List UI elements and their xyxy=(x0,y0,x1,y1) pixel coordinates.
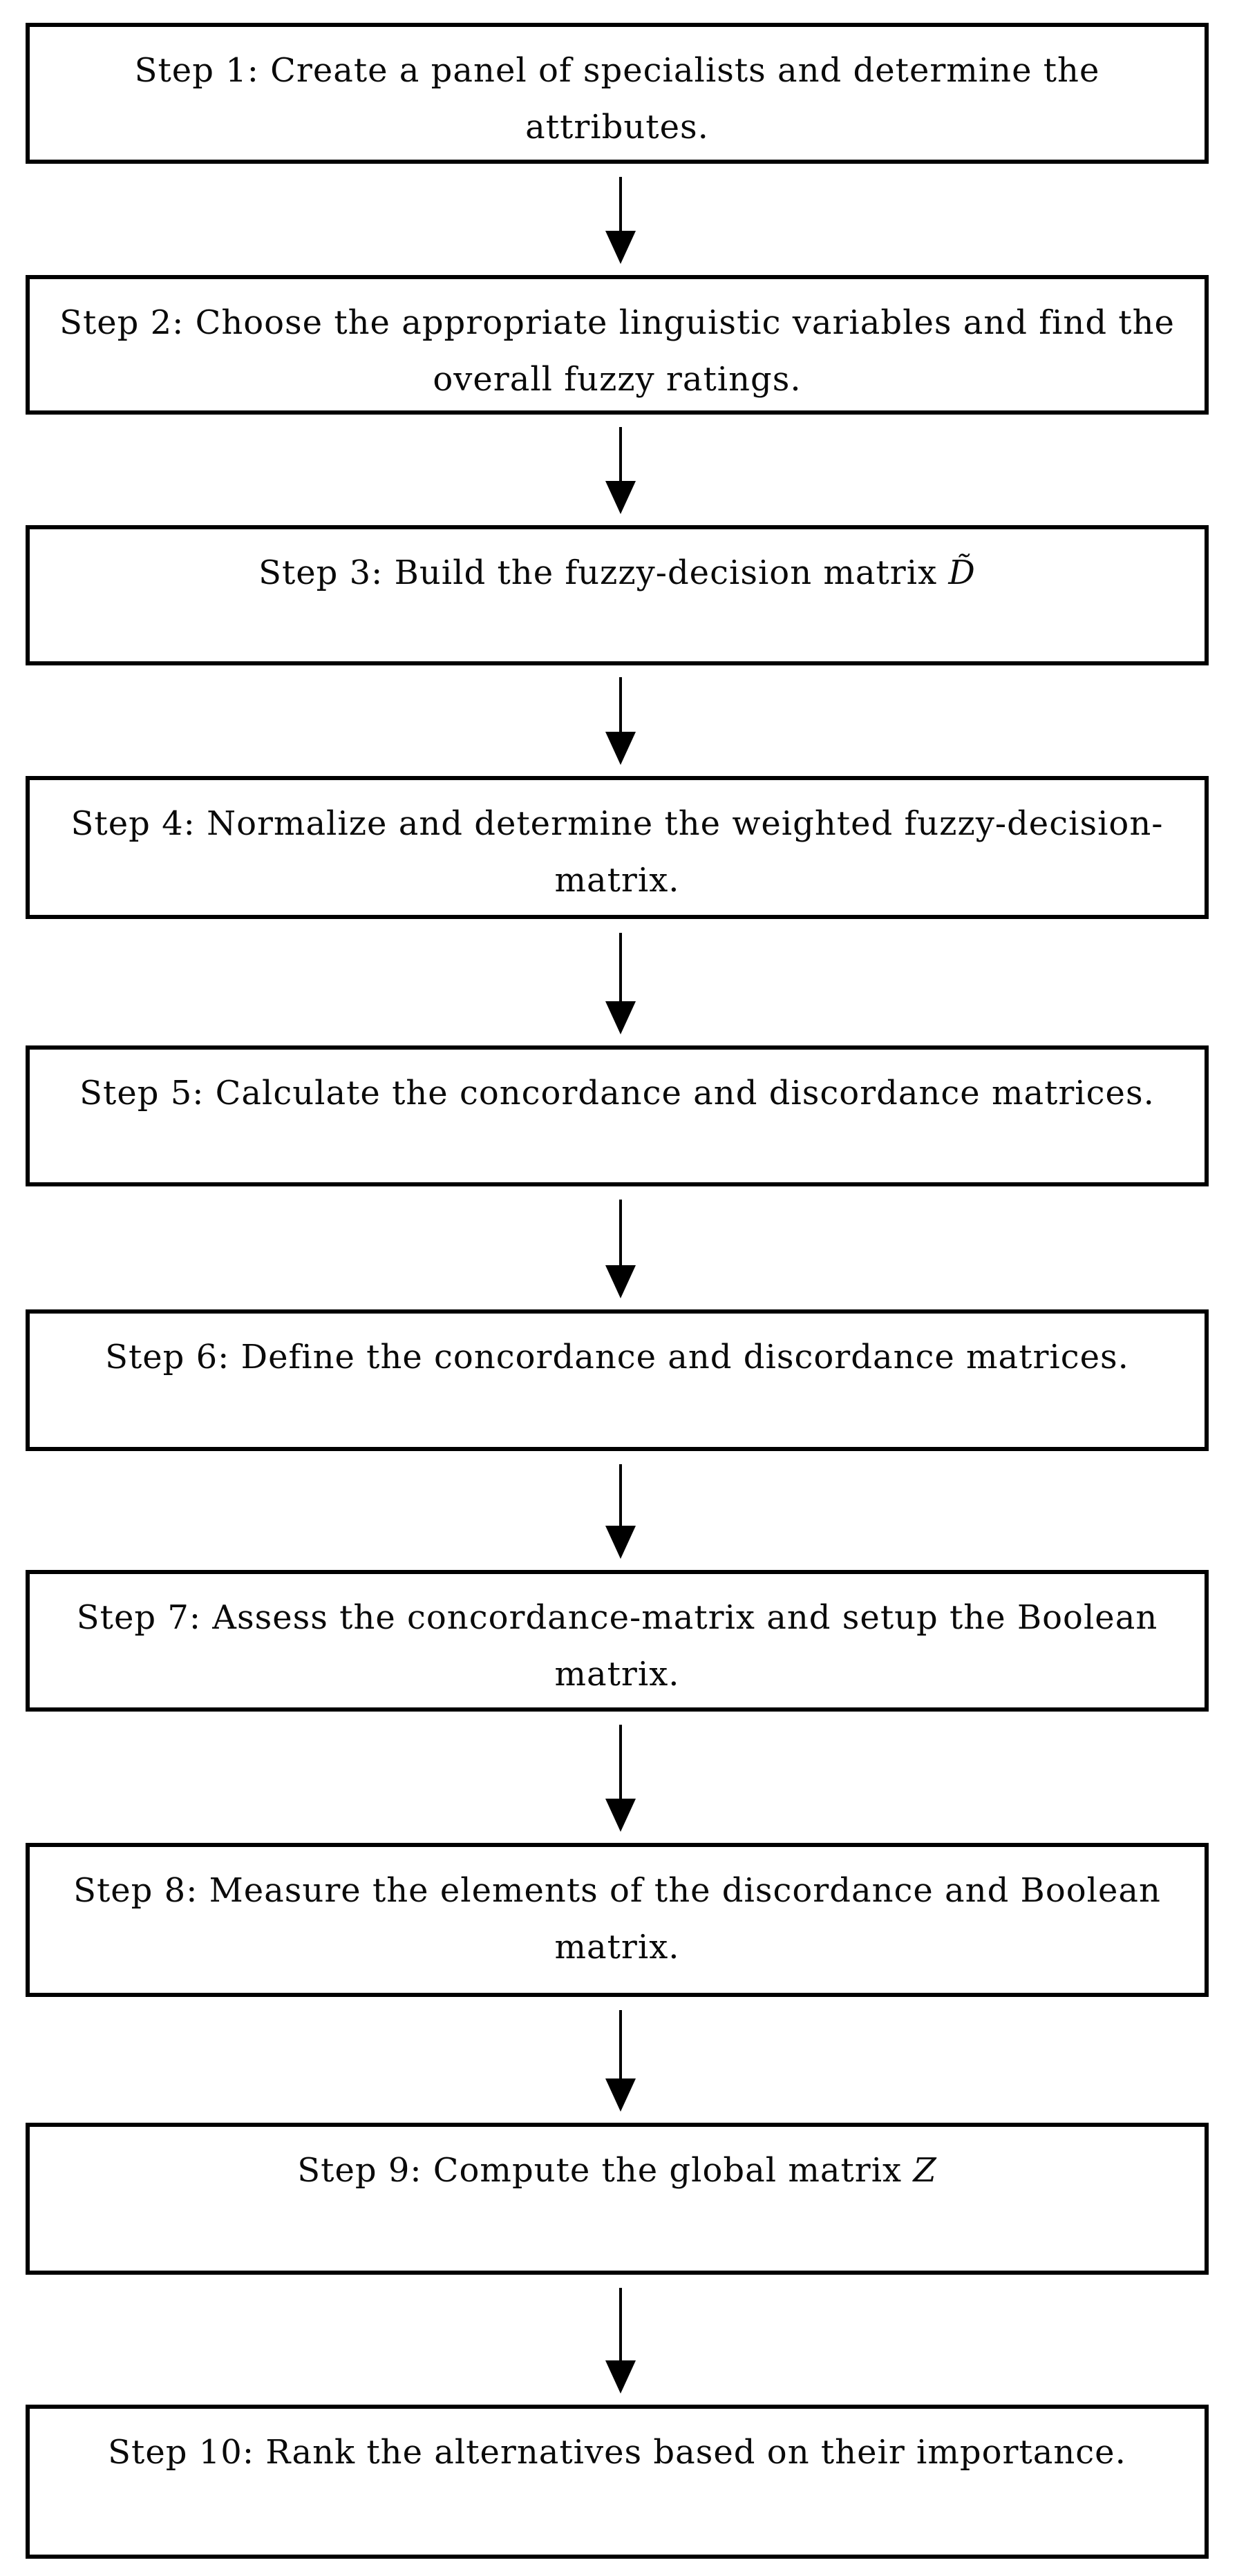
arrow-stem xyxy=(619,1200,622,1265)
arrow-stem xyxy=(619,177,622,231)
step-9-matrix-symbol: Z xyxy=(913,2151,937,2190)
arrow-stem xyxy=(619,2288,622,2360)
step-9-text: Step 9: Compute the global matrix xyxy=(297,2151,914,2190)
flow-arrow-1 xyxy=(605,177,636,264)
step-8-text-line-2: matrix. xyxy=(554,1928,680,1967)
flow-box-step-1 xyxy=(26,23,1209,164)
flow-arrow-2 xyxy=(605,427,636,514)
flow-arrow-5 xyxy=(605,1200,636,1298)
step-9-text-line-1 xyxy=(30,2142,1205,2199)
step-10-text-line-1: Step 10: Rank the alternatives based on their importance. xyxy=(108,2433,1126,2472)
arrow-stem xyxy=(619,1464,622,1526)
arrow-stem xyxy=(619,933,622,1001)
flow-box-step-9 xyxy=(26,2123,1209,2275)
flow-box-step-6 xyxy=(26,1309,1209,1451)
step-2-text-line-1: Step 2: Choose the appropriate linguistic variables and find the xyxy=(59,303,1175,342)
flow-box-step-8 xyxy=(26,1843,1209,1997)
step-2-text-line-2: overall fuzzy ratings. xyxy=(433,360,802,399)
flow-box-step-4 xyxy=(26,776,1209,919)
flow-arrow-3 xyxy=(605,677,636,765)
arrow-head-icon xyxy=(605,732,636,765)
step-7-text-line-1: Step 7: Assess the concordance-matrix and setup the Boolean xyxy=(76,1598,1158,1637)
flow-arrow-6 xyxy=(605,1464,636,1559)
step-4-text-line-1: Step 4: Normalize and determine the weighted fuzzy-decision- xyxy=(70,804,1164,843)
arrow-head-icon xyxy=(605,231,636,264)
flow-arrow-4 xyxy=(605,933,636,1034)
arrow-stem xyxy=(619,1725,622,1799)
step-8-text-line-1: Step 8: Measure the elements of the discordance and Boolean xyxy=(73,1871,1161,1910)
step-1-text-line-1: Step 1: Create a panel of specialists and determine the xyxy=(134,51,1100,90)
flow-box-step-10 xyxy=(26,2405,1209,2559)
step-6-text-line-1: Step 6: Define the concordance and discordance matrices. xyxy=(105,1338,1129,1376)
flow-arrow-9 xyxy=(605,2288,636,2394)
step-3-matrix-symbol: D̃ xyxy=(948,553,976,592)
flow-box-step-2 xyxy=(26,275,1209,415)
step-3-text-line-1 xyxy=(30,544,1205,601)
flow-box-step-7 xyxy=(26,1570,1209,1712)
arrow-head-icon xyxy=(605,1265,636,1298)
arrow-stem xyxy=(619,677,622,732)
step-4-text-line-2: matrix. xyxy=(554,861,680,900)
step-3-text: Step 3: Build the fuzzy-decision matrix xyxy=(258,553,949,592)
arrow-head-icon xyxy=(605,2360,636,2394)
arrow-stem xyxy=(619,2010,622,2078)
step-1-text-line-2: attributes. xyxy=(525,108,709,146)
arrow-stem xyxy=(619,427,622,481)
arrow-head-icon xyxy=(605,1001,636,1034)
arrow-head-icon xyxy=(605,2078,636,2112)
flow-box-step-3 xyxy=(26,525,1209,665)
flow-arrow-8 xyxy=(605,2010,636,2112)
arrow-head-icon xyxy=(605,1526,636,1559)
step-7-text-line-2: matrix. xyxy=(554,1655,680,1694)
step-5-text-line-1: Step 5: Calculate the concordance and discordance matrices. xyxy=(79,1074,1155,1112)
flow-box-step-5 xyxy=(26,1045,1209,1186)
arrow-head-icon xyxy=(605,1799,636,1832)
arrow-head-icon xyxy=(605,481,636,514)
flow-arrow-7 xyxy=(605,1725,636,1832)
